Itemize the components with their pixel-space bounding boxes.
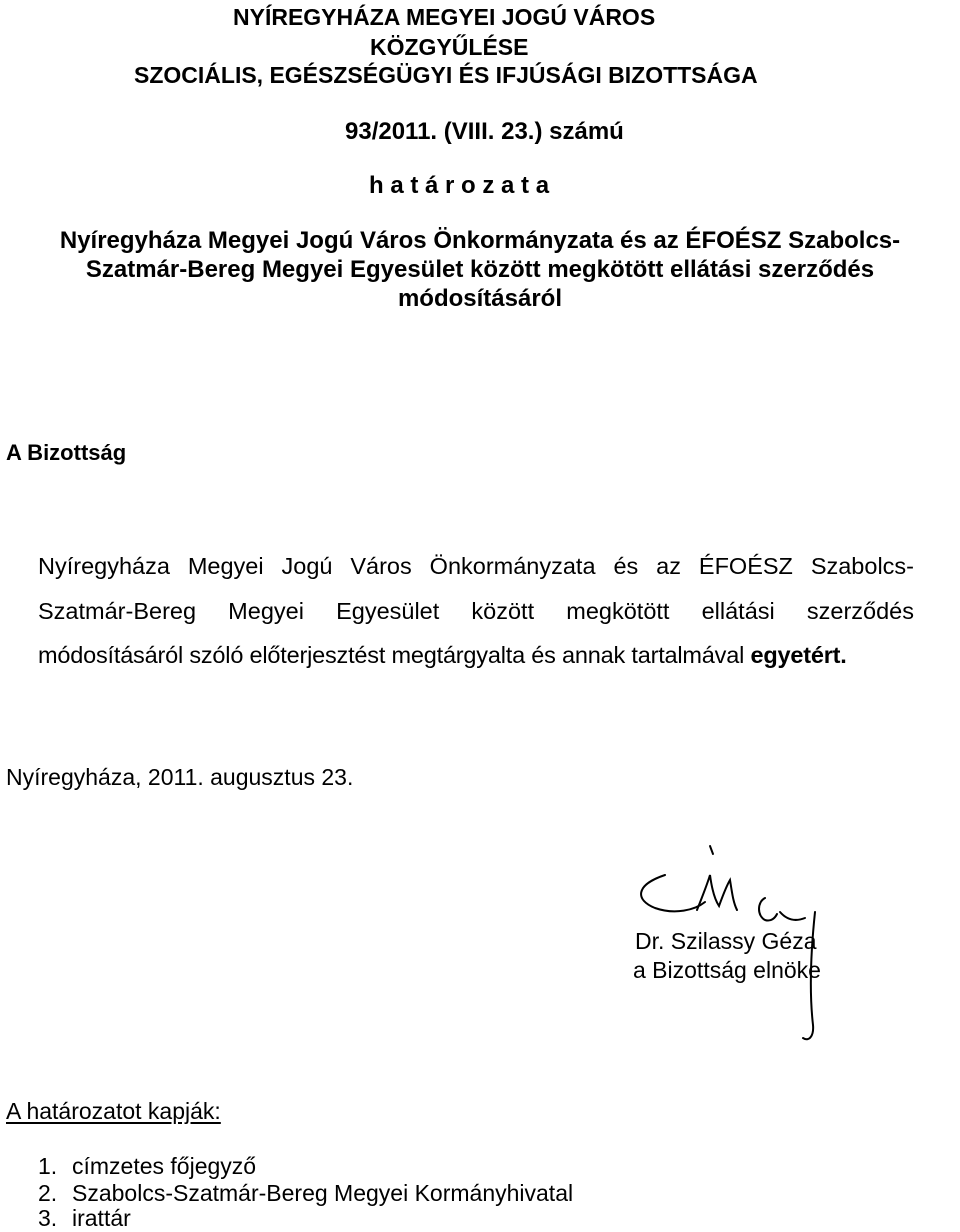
recipients-title: A határozatot kapják: [6, 1098, 221, 1124]
recipient-number: 3. [38, 1205, 58, 1231]
body-paragraph-last-text: módosításáról szóló előterjesztést megtárgyalta és annak tartalmával [38, 642, 745, 668]
recipient-item [38, 1153, 256, 1180]
signatory-title: a Bizottság elnöke [633, 957, 821, 983]
body-paragraph-line-3 [38, 642, 914, 669]
signatory-name: Dr. Szilassy Géza [635, 928, 817, 954]
resolution-subject-line-1: Nyíregyháza Megyei Jogú Város Önkormányzata és az ÉFOÉSZ Szabolcs- [59, 227, 901, 254]
committee-label: A Bizottság [6, 440, 127, 465]
header-line-1: NYÍREGYHÁZA MEGYEI JOGÚ VÁROS [233, 4, 656, 30]
recipient-number: 1. [38, 1153, 58, 1179]
resolution-type: h a t á r o z a t a [369, 172, 550, 199]
header-line-2: KÖZGYŰLÉSE [370, 34, 529, 60]
body-paragraph-line-1: Nyíregyháza Megyei Jogú Város Önkormányzata és az ÉFOÉSZ Szabolcs- [38, 553, 914, 579]
recipient-item [38, 1180, 573, 1207]
recipient-label: irattár [72, 1205, 131, 1231]
recipient-label: Szabolcs-Szatmár-Bereg Megyei Kormányhivatal [72, 1180, 574, 1206]
body-paragraph-line-2: Szatmár-Bereg Megyei Egyesület között megkötött ellátási szerződés [38, 598, 914, 624]
resolution-number: 93/2011. (VIII. 23.) számú [345, 118, 624, 145]
resolution-subject-line-3: módosításáról [397, 285, 563, 312]
recipient-label: címzetes főjegyző [72, 1153, 257, 1179]
recipient-item [38, 1205, 131, 1232]
body-paragraph-emphasis: egyetért. [750, 642, 847, 668]
recipient-number: 2. [38, 1180, 58, 1206]
place-date: Nyíregyháza, 2011. augusztus 23. [6, 764, 354, 790]
header-line-3: SZOCIÁLIS, EGÉSZSÉGÜGYI ÉS IFJÚSÁGI BIZOTTSÁGA [134, 62, 758, 88]
resolution-subject-line-2: Szatmár-Bereg Megyei Egyesület között megkötött ellátási szerződés [85, 256, 875, 283]
